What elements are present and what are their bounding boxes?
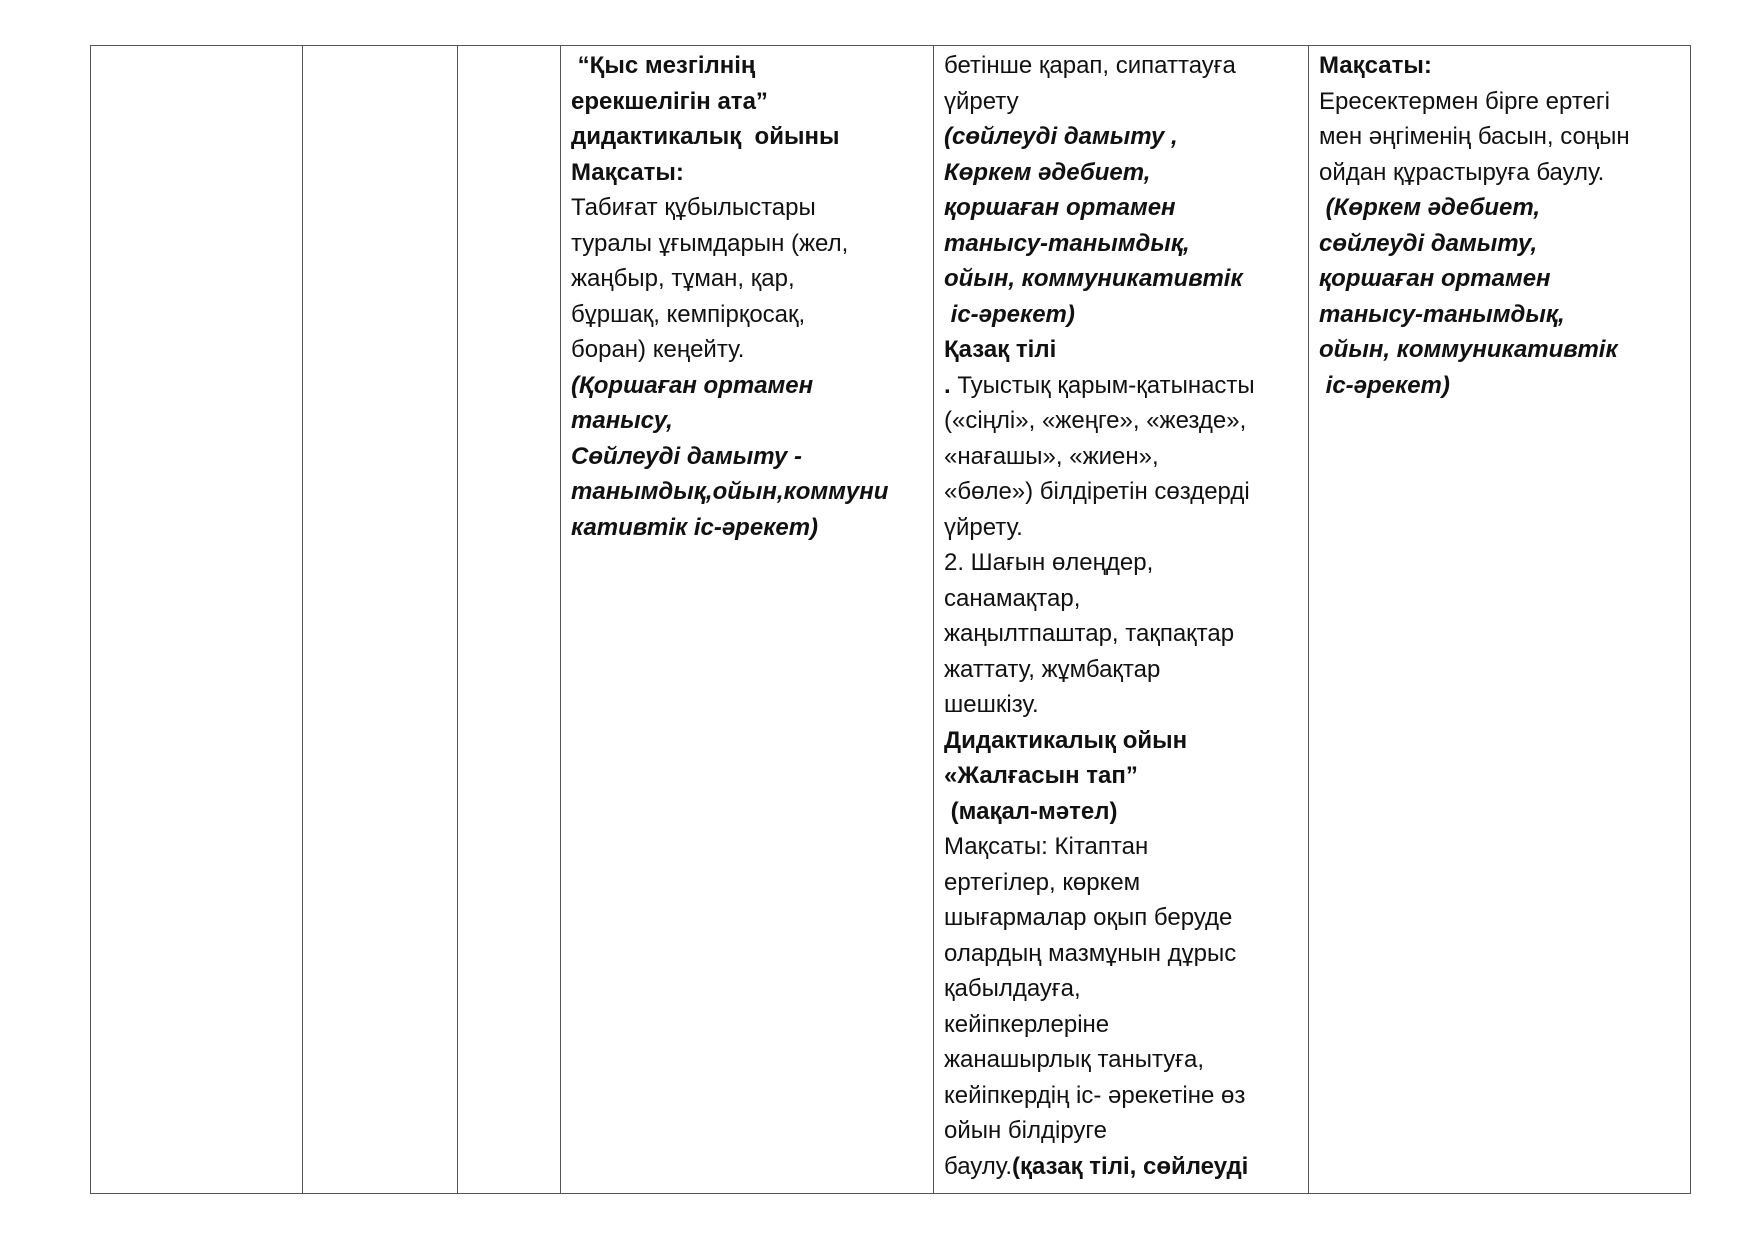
text-line xyxy=(944,829,1308,865)
text-line xyxy=(1319,332,1690,368)
text-line xyxy=(1319,297,1690,333)
text-run: Мақсаты: xyxy=(571,158,684,186)
text-line xyxy=(571,155,933,191)
text-line xyxy=(571,332,933,368)
table-row xyxy=(91,46,1691,1194)
text-run: Дидактикалық ойын xyxy=(944,726,1188,754)
text-line xyxy=(944,48,1308,84)
text-run: Мақсаты: Кітаптан xyxy=(944,833,1149,860)
text-line xyxy=(944,723,1308,759)
text-run: Қазақ тілі xyxy=(944,336,1057,363)
text-line xyxy=(944,190,1308,226)
text-run: мен әңгіменің басын, соңын xyxy=(1319,123,1630,150)
text-line xyxy=(571,297,933,333)
text-run: жанашырлық танытуға, xyxy=(944,1046,1205,1073)
text-run: үйрету xyxy=(944,87,1019,115)
text-line xyxy=(1319,48,1690,84)
text-run: танымдық,ойын,коммуни xyxy=(571,478,889,505)
text-line xyxy=(1319,261,1690,297)
text-line xyxy=(571,48,933,84)
text-run: жаттату, жұмбақтар xyxy=(944,655,1161,683)
text-line xyxy=(944,261,1308,297)
text-line xyxy=(1319,155,1690,191)
text-run: (сөйлеуді дамыту , xyxy=(944,123,1178,150)
text-line xyxy=(944,155,1308,191)
text-line xyxy=(1319,190,1690,226)
text-run: ойын, коммуникативтік xyxy=(1319,336,1618,363)
literature-goal-cell xyxy=(1309,46,1691,1194)
text-run: . xyxy=(944,371,951,399)
text-run: бұршақ, кемпірқосақ, xyxy=(571,300,806,328)
text-line xyxy=(944,652,1308,688)
text-run: (Қоршаған ортамен xyxy=(571,371,814,399)
text-line xyxy=(944,936,1308,972)
language-activities-cell xyxy=(934,46,1309,1194)
text-run: Мақсаты: xyxy=(1319,52,1432,79)
text-run: ертегілер, көркем xyxy=(944,868,1141,896)
text-line xyxy=(571,84,933,120)
text-run: (Көркем әдебиет, xyxy=(1319,194,1541,221)
text-run: («сіңлі», «жеңге», «жезде», xyxy=(944,407,1247,434)
empty-cell-1 xyxy=(91,46,303,1194)
text-line xyxy=(944,545,1308,581)
text-run: қоршаған ортамен xyxy=(1319,265,1551,292)
text-run: жаңбыр, тұман, қар, xyxy=(571,265,795,292)
text-line xyxy=(944,900,1308,936)
text-line xyxy=(571,403,933,439)
text-line xyxy=(944,297,1308,333)
text-line xyxy=(571,474,933,510)
text-run: Көркем әдебиет, xyxy=(944,158,1151,186)
text-line xyxy=(571,439,933,475)
text-line xyxy=(944,226,1308,262)
text-run: жаңылтпаштар, тақпақтар xyxy=(944,620,1235,647)
text-run: олардың мазмұнын дұрыс xyxy=(944,939,1237,967)
text-run: туралы ұғымдарын (жел, xyxy=(571,229,849,257)
text-line xyxy=(1319,119,1690,155)
text-line xyxy=(944,119,1308,155)
text-run: дидактикалық ойыны xyxy=(571,123,840,150)
text-run: кативтік іс-әрекет) xyxy=(571,513,819,541)
text-run: үйрету. xyxy=(944,513,1023,541)
text-line xyxy=(944,616,1308,652)
text-line xyxy=(1319,368,1690,404)
text-run: шешкізу. xyxy=(944,691,1039,718)
text-run: танысу-танымдық, xyxy=(944,229,1190,257)
text-run: ойын білдіруге xyxy=(944,1117,1107,1144)
text-line xyxy=(944,971,1308,1007)
text-line xyxy=(944,1078,1308,1114)
text-line xyxy=(571,119,933,155)
text-run: іс-әрекет) xyxy=(944,300,1075,328)
text-line xyxy=(944,368,1308,404)
text-run: кейіпкердің іс- әрекетіне өз xyxy=(944,1081,1246,1109)
text-line xyxy=(1319,84,1690,120)
text-line xyxy=(1319,226,1690,262)
didactic-game-cell xyxy=(561,46,934,1194)
text-line xyxy=(944,439,1308,475)
text-run: Сөйлеуді дамыту - xyxy=(571,442,802,470)
text-run: қабылдауға, xyxy=(944,975,1081,1002)
text-run: танысу-танымдық, xyxy=(1319,300,1565,328)
text-line xyxy=(944,84,1308,120)
text-run: шығармалар оқып беруде xyxy=(944,904,1233,931)
text-line xyxy=(944,758,1308,794)
text-line xyxy=(571,226,933,262)
text-line xyxy=(571,190,933,226)
text-line xyxy=(571,510,933,546)
text-run: кейіпкерлеріне xyxy=(944,1010,1110,1038)
text-line xyxy=(944,510,1308,546)
text-run: сөйлеуді дамыту, xyxy=(1319,229,1538,257)
text-run: «Жалғасын тап” xyxy=(944,762,1138,789)
text-run: боран) кеңейту. xyxy=(571,336,745,363)
text-run: ойдан құрастыруға баулу. xyxy=(1319,158,1605,186)
text-run: санамақтар, xyxy=(944,584,1081,612)
text-line xyxy=(571,368,933,404)
text-run: «нағашы», «жиен», xyxy=(944,442,1159,470)
text-run: баулу. xyxy=(944,1152,1013,1180)
cell-text xyxy=(1319,48,1690,403)
text-line xyxy=(944,1149,1308,1185)
empty-cell-2 xyxy=(303,46,458,1194)
text-line xyxy=(944,581,1308,617)
text-line xyxy=(944,1042,1308,1078)
text-line xyxy=(944,403,1308,439)
text-run: ерекшелігін ата” xyxy=(571,87,768,115)
plan-table xyxy=(90,45,1691,1194)
text-line xyxy=(944,687,1308,723)
text-line xyxy=(944,332,1308,368)
text-line xyxy=(944,794,1308,830)
text-run: (мақал-мәтел) xyxy=(944,797,1118,825)
text-run: бетінше қарап, сипаттауға xyxy=(944,52,1236,79)
text-run: ойын, коммуникативтік xyxy=(944,265,1243,292)
text-run: «бөле») білдіретін сөздерді xyxy=(944,478,1250,505)
text-run: Туыстық қарым-қатынасты xyxy=(950,371,1255,399)
text-line xyxy=(944,474,1308,510)
empty-cell-3 xyxy=(458,46,561,1194)
text-run: танысу, xyxy=(571,407,673,434)
text-line xyxy=(944,865,1308,901)
text-line xyxy=(944,1007,1308,1043)
cell-text xyxy=(571,48,933,545)
cell-text xyxy=(944,48,1308,1184)
text-run: 2. Шағын өлеңдер, xyxy=(944,549,1154,576)
text-line xyxy=(571,261,933,297)
text-run: іс-әрекет) xyxy=(1319,371,1450,399)
text-run: Ересектермен бірге ертегі xyxy=(1319,87,1610,115)
text-line xyxy=(944,1113,1308,1149)
text-run: Табиғат құбылыстары xyxy=(571,194,816,221)
text-run: (қазақ тілі, сөйлеуді xyxy=(1012,1152,1249,1180)
text-run: қоршаған ортамен xyxy=(944,194,1176,221)
text-run: “Қыс мезгілнің xyxy=(571,52,756,79)
